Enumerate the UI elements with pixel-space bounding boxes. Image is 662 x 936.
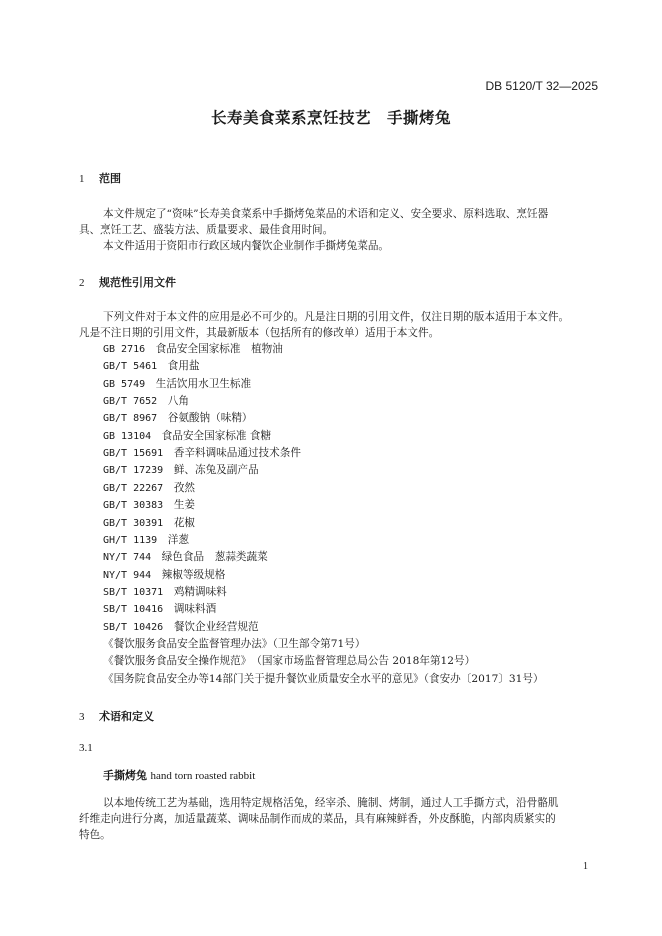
spacer — [157, 412, 168, 424]
section-title: 范围 — [99, 172, 121, 185]
scope-paragraph-line: 本文件规定了“资味”长寿美食菜系中手撕烤兔菜品的术语和定义、安全要求、原料选取、烹饪器 — [103, 208, 549, 220]
reference-code: GB/T 7652 — [103, 396, 158, 408]
spacer — [151, 430, 162, 442]
reference-code: GB/T 5461 — [103, 361, 158, 373]
reference-item — [103, 584, 227, 601]
reference-item — [103, 497, 195, 514]
normative-intro-line: 下列文件对于本文件的应用是必不可少的。凡是注日期的引用文件，仅注日期的版本适用于本文件。 — [103, 311, 570, 323]
term-definition-line: 以本地传统工艺为基础，选用特定规格活兔，经宰杀、腌制、烤制，通过人工手撕方式，沿骨骼肌 — [103, 797, 559, 809]
reference-title: 花椒 — [173, 516, 195, 529]
spacer — [151, 569, 162, 581]
spacer — [163, 482, 174, 494]
spacer — [145, 378, 156, 390]
spacer — [163, 499, 174, 511]
spacer — [157, 534, 168, 546]
spacer — [151, 551, 162, 563]
reference-title: 八角 — [167, 395, 189, 408]
spacer — [163, 464, 174, 476]
reference-code: GB 5749 — [103, 378, 146, 390]
section-number: 3 — [79, 711, 85, 723]
reference-title: 鲜、冻兔及副产品 — [173, 464, 259, 477]
reference-title: 食品安全国家标准 食糖 — [161, 429, 272, 442]
term-definition-line: 纤维走向进行分离，加适量蔬菜、调味品制作而成的菜品，具有麻辣鲜香，外皮酥脆，内部肉质紧实的 — [79, 813, 556, 825]
reference-item — [103, 341, 283, 358]
section-title: 术语和定义 — [99, 710, 154, 723]
reference-title: 孜然 — [173, 481, 195, 494]
reference-item — [103, 428, 271, 445]
scope-applicability: 本文件适用于资阳市行政区域内餐饮企业制作手撕烤兔菜品。 — [103, 240, 390, 252]
section-1-heading — [79, 170, 121, 186]
reference-code: SB/T 10371 — [103, 586, 164, 598]
term-chinese: 手撕烤兔 — [103, 769, 147, 782]
reference-title: 香辛料调味品通过技术条件 — [173, 447, 301, 460]
reference-title: 谷氨酸钠（味精） — [167, 412, 253, 425]
section-number: 1 — [79, 173, 85, 185]
term-number: 3.1 — [79, 742, 93, 754]
spacer — [145, 343, 156, 355]
regulation-item: 《餐饮服务食品安全监督管理办法》（卫生部令第71号） — [103, 637, 366, 650]
standard-number: DB 5120/T 32—2025 — [485, 79, 598, 93]
reference-code: SB/T 10416 — [103, 604, 164, 616]
spacer — [163, 517, 174, 529]
spacer — [157, 360, 168, 372]
reference-code: SB/T 10426 — [103, 621, 164, 633]
scope-paragraph-line: 具、烹饪工艺、盛装方法、质量要求、最佳食用时间。 — [79, 224, 334, 236]
reference-item — [103, 445, 301, 462]
term-definition-line: 特色。 — [79, 829, 111, 841]
reference-item — [103, 376, 251, 393]
reference-item — [103, 358, 200, 375]
reference-item — [103, 567, 225, 584]
reference-code: GB/T 8967 — [103, 413, 158, 425]
reference-title: 辣椒等级规格 — [161, 568, 226, 581]
reference-title: 洋葱 — [167, 533, 189, 546]
reference-code: GB 2716 — [103, 344, 146, 355]
reference-title: 鸡精调味料 — [173, 585, 227, 598]
reference-title: 食用盐 — [167, 360, 200, 373]
normative-intro-line: 凡是不注日期的引用文件，其最新版本（包括所有的修改单）适用于本文件。 — [79, 327, 440, 339]
reference-code: GB/T 22267 — [103, 482, 164, 494]
reference-item — [103, 619, 259, 636]
spacer — [157, 395, 168, 407]
reference-item — [103, 601, 216, 618]
reference-title: 生姜 — [173, 499, 195, 512]
section-number: 2 — [79, 277, 85, 289]
reference-item — [103, 480, 195, 497]
reference-title: 生活饮用水卫生标准 — [155, 377, 252, 390]
reference-code: NY/T 744 — [103, 552, 152, 564]
regulation-item: 《餐饮服务食品安全操作规范》 （国家市场监督管理总局公告 2018年第12号） — [103, 655, 476, 668]
reference-code: GB/T 17239 — [103, 465, 164, 477]
regulation-item: 《国务院食品安全办等14部门关于提升餐饮业质量安全水平的意见》（食安办〔2017〕31号） — [103, 672, 544, 685]
reference-title: 食品安全国家标准 植物油 — [155, 343, 283, 355]
term-heading — [103, 767, 255, 783]
spacer — [163, 447, 174, 459]
reference-code: GH/T 1139 — [103, 534, 158, 546]
reference-item — [103, 532, 189, 549]
spacer — [163, 603, 174, 615]
section-title: 规范性引用文件 — [99, 276, 176, 289]
reference-title: 调味料酒 — [173, 603, 217, 616]
reference-item — [103, 410, 253, 427]
reference-code: NY/T 944 — [103, 569, 152, 581]
reference-title: 餐饮企业经营规范 — [173, 620, 259, 633]
reference-code: GB/T 30391 — [103, 517, 164, 529]
spacer — [163, 621, 174, 633]
reference-code: GB/T 15691 — [103, 448, 164, 460]
document-title: 长寿美食菜系烹饪技艺 手撕烤兔 — [210, 109, 451, 127]
reference-code: GB 13104 — [103, 430, 152, 442]
term-english: hand torn roasted rabbit — [150, 770, 256, 782]
page-number: 1 — [583, 861, 588, 872]
reference-item — [103, 515, 195, 532]
section-3-heading — [79, 708, 154, 724]
reference-item — [103, 393, 189, 410]
section-2-heading — [79, 274, 176, 290]
reference-title: 绿色食品 葱蒜类蔬菜 — [161, 551, 268, 564]
reference-code: GB/T 30383 — [103, 500, 164, 512]
spacer — [163, 586, 174, 598]
reference-item — [103, 462, 259, 479]
reference-item — [103, 549, 268, 566]
